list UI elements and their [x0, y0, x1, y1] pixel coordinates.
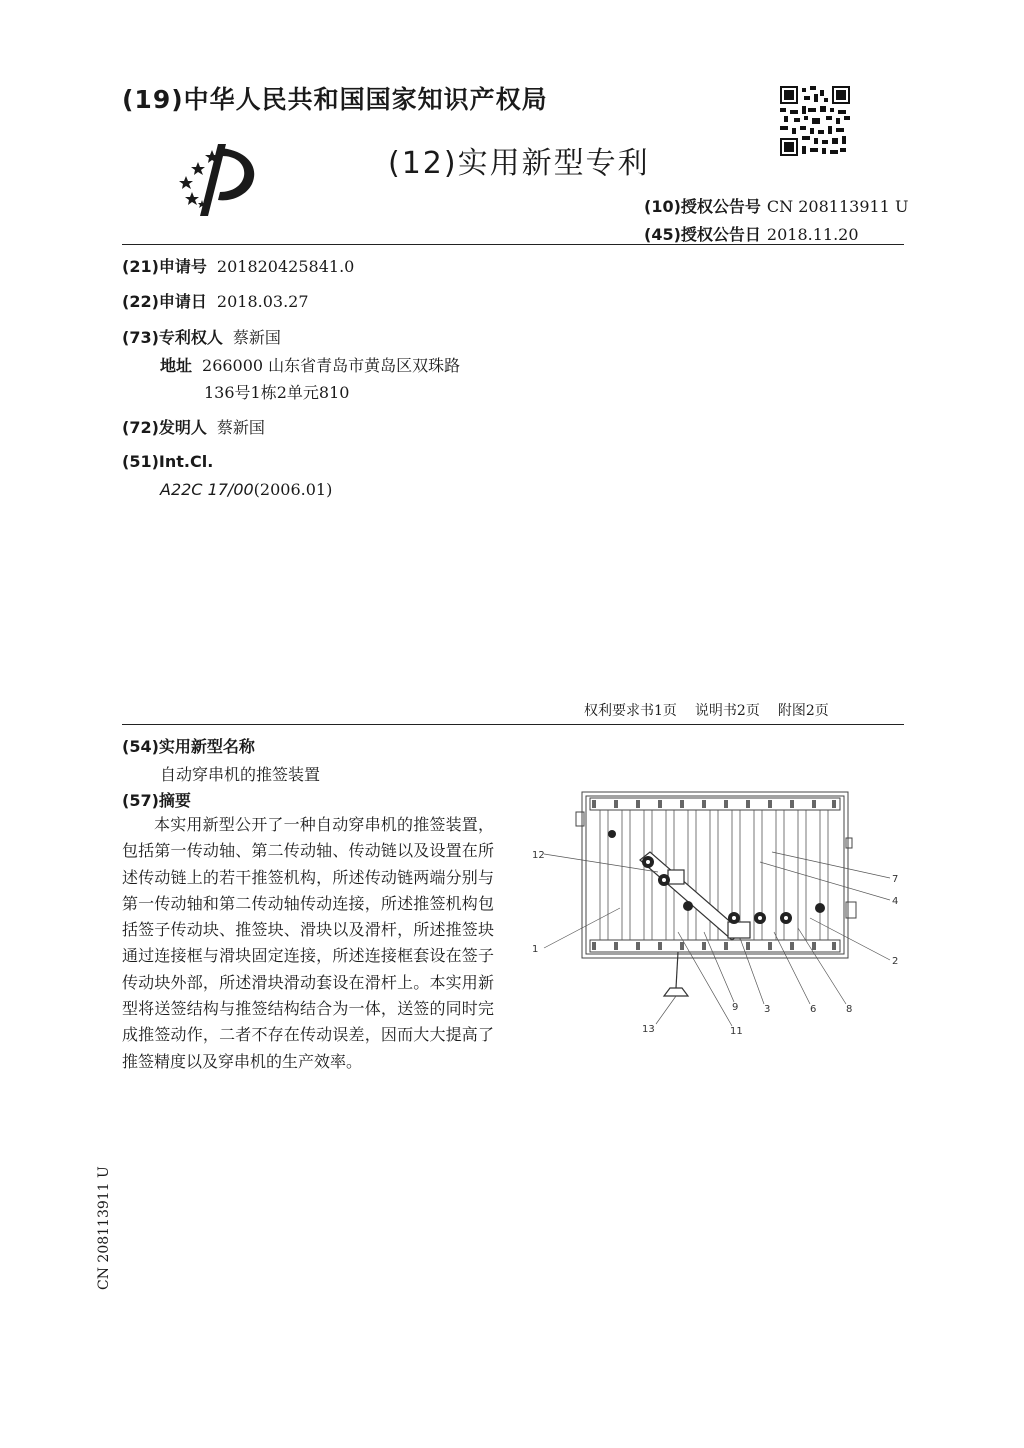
publication-number [644, 194, 908, 217]
address-line1: 266000 山东省青岛市黄岛区双珠路 [202, 356, 461, 375]
figure-label-1: 1 [532, 944, 539, 955]
inventor-value: 蔡新国 [216, 418, 265, 437]
abstract-divider [122, 724, 904, 725]
utility-model-title: 自动穿串机的推签装置 [160, 765, 321, 784]
issuing-office: (19)中华人民共和国国家知识产权局 [122, 85, 548, 114]
patentee [122, 325, 281, 348]
cnipa-emblem-icon [168, 140, 268, 220]
application-number [122, 254, 354, 277]
publication-date-value: 2018.11.20 [766, 225, 859, 244]
ipc-year: (2006.01) [253, 480, 333, 499]
application-number-label: (21)申请号 [122, 257, 207, 276]
figure-label-12: 12 [532, 850, 545, 861]
utility-model-title-label: (54)实用新型名称 [122, 737, 255, 756]
address-line2: 136号1栋2单元810 [204, 383, 350, 402]
figure-label-7: 7 [892, 874, 899, 885]
patentee-label: (73)专利权人 [122, 328, 223, 347]
description-pages: 说明书2页 [694, 703, 760, 719]
header-divider [122, 244, 904, 245]
figure-label-11: 11 [730, 1026, 743, 1037]
publication-number-label: (10)授权公告号 [644, 197, 761, 216]
figure-label-3: 3 [764, 1004, 771, 1015]
figure-label-9: 9 [732, 1002, 739, 1013]
qr-code-icon [780, 86, 850, 156]
drawings-pages: 附图2页 [777, 703, 829, 719]
ipc-classification [122, 452, 213, 471]
address [160, 353, 460, 376]
publication-date-label: (45)授权公告日 [644, 225, 761, 244]
ipc-entry [160, 480, 332, 499]
figure-label-2: 2 [892, 956, 899, 967]
address-label: 地址 [160, 356, 193, 375]
ipc-code: A22C 17/00 [160, 480, 254, 499]
filing-date [122, 289, 309, 312]
figure-label-8: 8 [846, 1004, 853, 1015]
abstract-drawing [528, 782, 908, 1042]
figure-label-13: 13 [642, 1024, 655, 1035]
application-number-value: 201820425841.0 [216, 257, 355, 276]
figure-label-6: 6 [810, 1004, 817, 1015]
filing-date-value: 2018.03.27 [216, 292, 309, 311]
claims-pages: 权利要求书1页 [584, 703, 677, 719]
inventor [122, 415, 265, 438]
ipc-label: (51)Int.Cl. [122, 452, 214, 471]
patentee-value: 蔡新国 [232, 328, 281, 347]
filing-date-label: (22)申请日 [122, 292, 207, 311]
publication-number-value: CN 208113911 U [766, 197, 909, 216]
page-counts [584, 700, 847, 720]
inventor-label: (72)发明人 [122, 418, 207, 437]
abstract-text: 本实用新型公开了一种自动穿串机的推签装置，包括第一传动轴、第二传动轴、传动链以及设置在所述传动链上的若干推签机构，所述传动链两端分别与第一传动轴和第二传动轴传动连接，所述推签机构包括签子传动块、推签块、滑块以及滑杆，所述推签块通过连接框与滑块固定连接，所述连接框套设在签子传动块外部，所述滑块滑动套设在滑杆上。本实用新型将送签结构与推签结构结合为一体，送签的同时完成推签动作，二者不存在传动误差，因而大大提高了推签精度以及穿串机的生产效率。 [122, 815, 494, 1071]
figure-label-4: 4 [892, 896, 899, 907]
patent-type: (12)实用新型专利 [388, 146, 650, 181]
abstract-label: (57)摘要 [122, 791, 191, 810]
side-publication-number: CN 208113911 U [96, 1166, 112, 1290]
publication-date [644, 222, 859, 245]
